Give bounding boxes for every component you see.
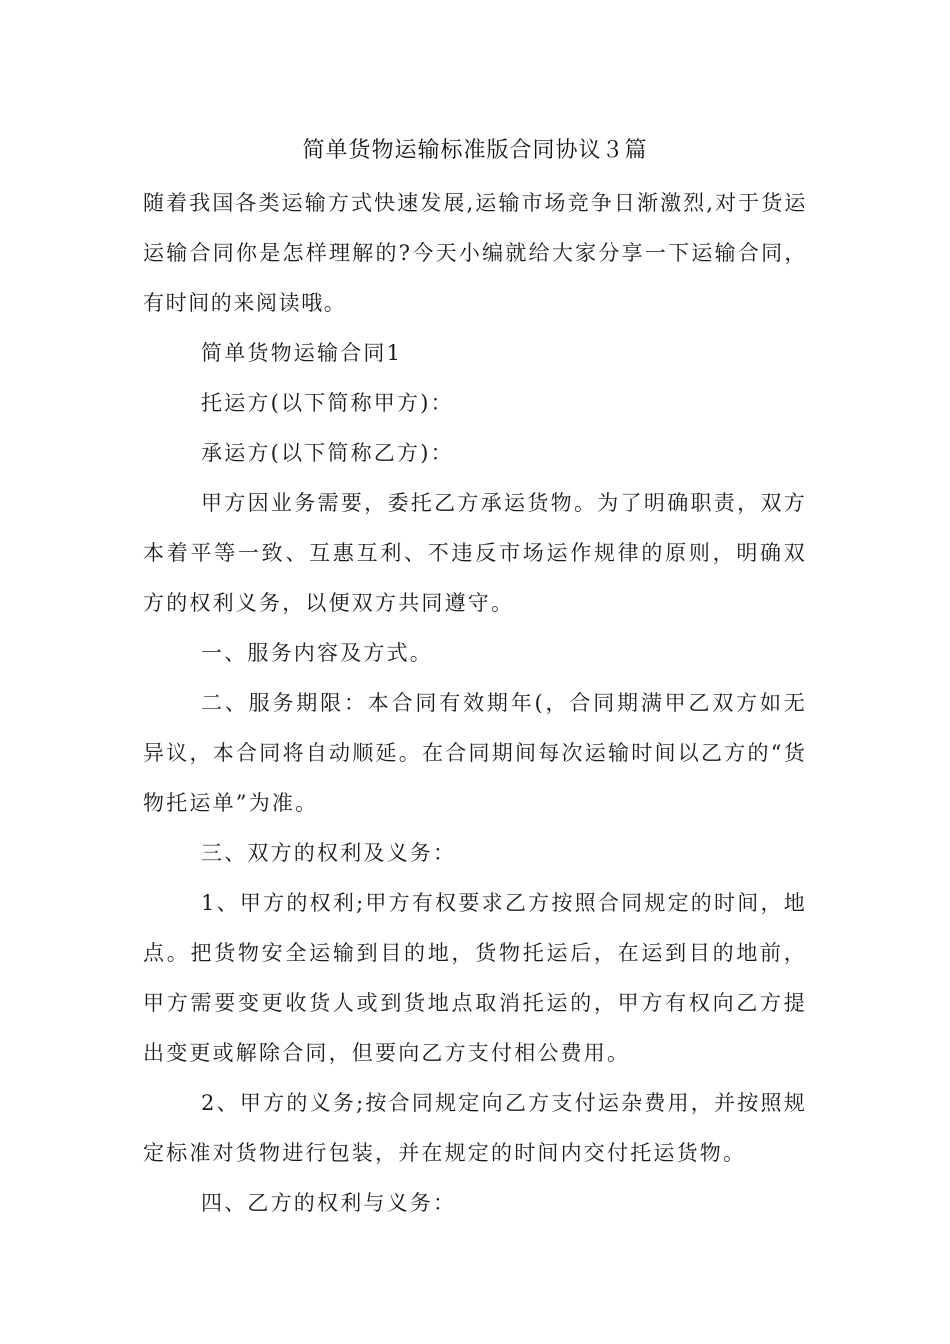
intro-paragraph: 随着我国各类运输方式快速发展,运输市场竞争日渐激烈,对于货运运输合同你是怎样理解的?今天小编就给大家分享一下运输合同，有时间的来阅读哦。 [143,191,807,315]
document-title: 简单货物运输标准版合同协议３篇 [302,138,648,163]
section-3-heading: 三、双方的权利及义务： [201,841,457,865]
document-body [143,178,807,1228]
contract-heading: 简单货物运输合同1 [201,341,403,365]
party-a-rights-paragraph: 1、甲方的权利;甲方有权要求乙方按照合同规定的时间，地点。把货物安全运输到目的地，货物托运后，在运到目的地前，甲方需要变更收货人或到货地点取消托运的，甲方有权向乙方提出变更或解除合同，但要向乙方支付相公费用。 [143,891,807,1065]
section-2-paragraph: 二、服务期限：本合同有效期年(，合同期满甲乙双方如无异议，本合同将自动顺延。在合同期间每次运输时间以乙方的“货物托运单”为准。 [143,691,807,815]
shipper-line: 托运方(以下简称甲方)： [201,391,454,415]
party-a-obligations-paragraph: 2、甲方的义务;按合同规定向乙方支付运杂费用，并按照规定标准对货物进行包装，并在规定的时间内交付托运货物。 [143,1091,807,1165]
section-4-heading: 四、乙方的权利与义务： [201,1191,457,1215]
section-1-heading: 一、服务内容及方式。 [201,641,433,665]
preamble-paragraph: 甲方因业务需要，委托乙方承运货物。为了明确职责，双方本着平等一致、互惠互利、不违反市场运作规律的原则，明确双方的权利义务，以便双方共同遵守。 [143,491,807,615]
carrier-line: 承运方(以下简称乙方)： [201,441,454,465]
